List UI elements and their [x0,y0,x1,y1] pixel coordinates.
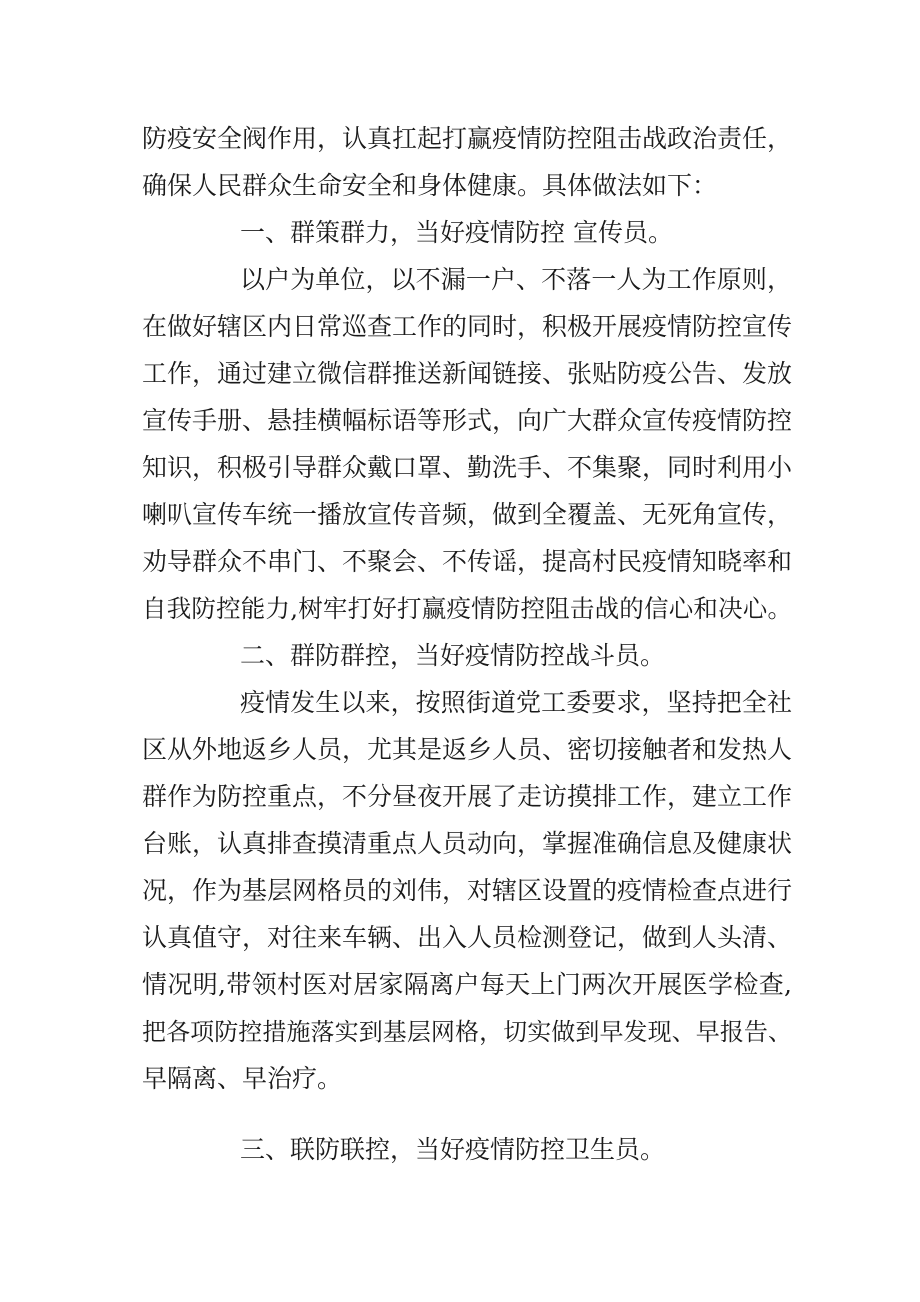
text-line: 喇叭宣传车统一播放宣传音频，做到全覆盖、无死角宣传， [142,500,793,529]
text-line: 台账，认真排查摸清重点人员动向，掌握准确信息及健康状 [142,829,793,858]
text-line: 以户为单位，以不漏一户、不落一人为工作原则， [240,265,792,294]
text-line: 防疫安全阀作用，认真扛起打赢疫情防控阻击战政治责任， [142,124,793,153]
text-line: 劝导群众不串门、不聚会、不传谣，提高村民疫情知晓率和 [142,547,793,576]
section-heading: 三、联防联控，当好疫情防控卫生员。 [240,1135,666,1164]
text-line: 知识，积极引导群众戴口罩、勤洗手、不集聚，同时利用小 [142,453,793,482]
text-line: 宣传手册、悬挂横幅标语等形式，向广大群众宣传疫情防控 [142,406,793,435]
text-line: 自我防控能力,树牢打好打赢疫情防控阻击战的信心和决心。 [142,594,792,623]
text-line: 认真值守，对往来车辆、出入人员检测登记，做到人头清、 [142,923,793,952]
text-line: 把各项防控措施落实到基层网格，切实做到早发现、早报告、 [142,1018,792,1046]
text-line: 况，作为基层网格员的刘伟，对辖区设置的疫情检查点进行 [142,876,793,905]
text-line: 情况明,带领村医对居家隔离户每天上门两次开展医学检查, [142,970,792,999]
text-line: 区从外地返乡人员，尤其是返乡人员、密切接触者和发热人 [142,735,793,764]
text-line: 疫情发生以来，按照街道党工委要求，坚持把全社 [240,688,792,717]
text-line: 早隔离、早治疗。 [142,1064,343,1093]
section-heading: 一、群策群力，当好疫情防控 宣传员。 [240,218,673,247]
text-line: 确保人民群众生命安全和身体健康。具体做法如下： [142,171,718,200]
text-line: 在做好辖区内日常巡查工作的同时，积极开展疫情防控宣传 [142,312,793,341]
text-line: 群作为防控重点，不分昼夜开展了走访摸排工作，建立工作 [142,782,793,811]
text-line: 工作，通过建立微信群推送新闻链接、张贴防疫公告、发放 [142,359,793,388]
section-heading: 二、群防群控，当好疫情防控战斗员。 [240,641,666,670]
